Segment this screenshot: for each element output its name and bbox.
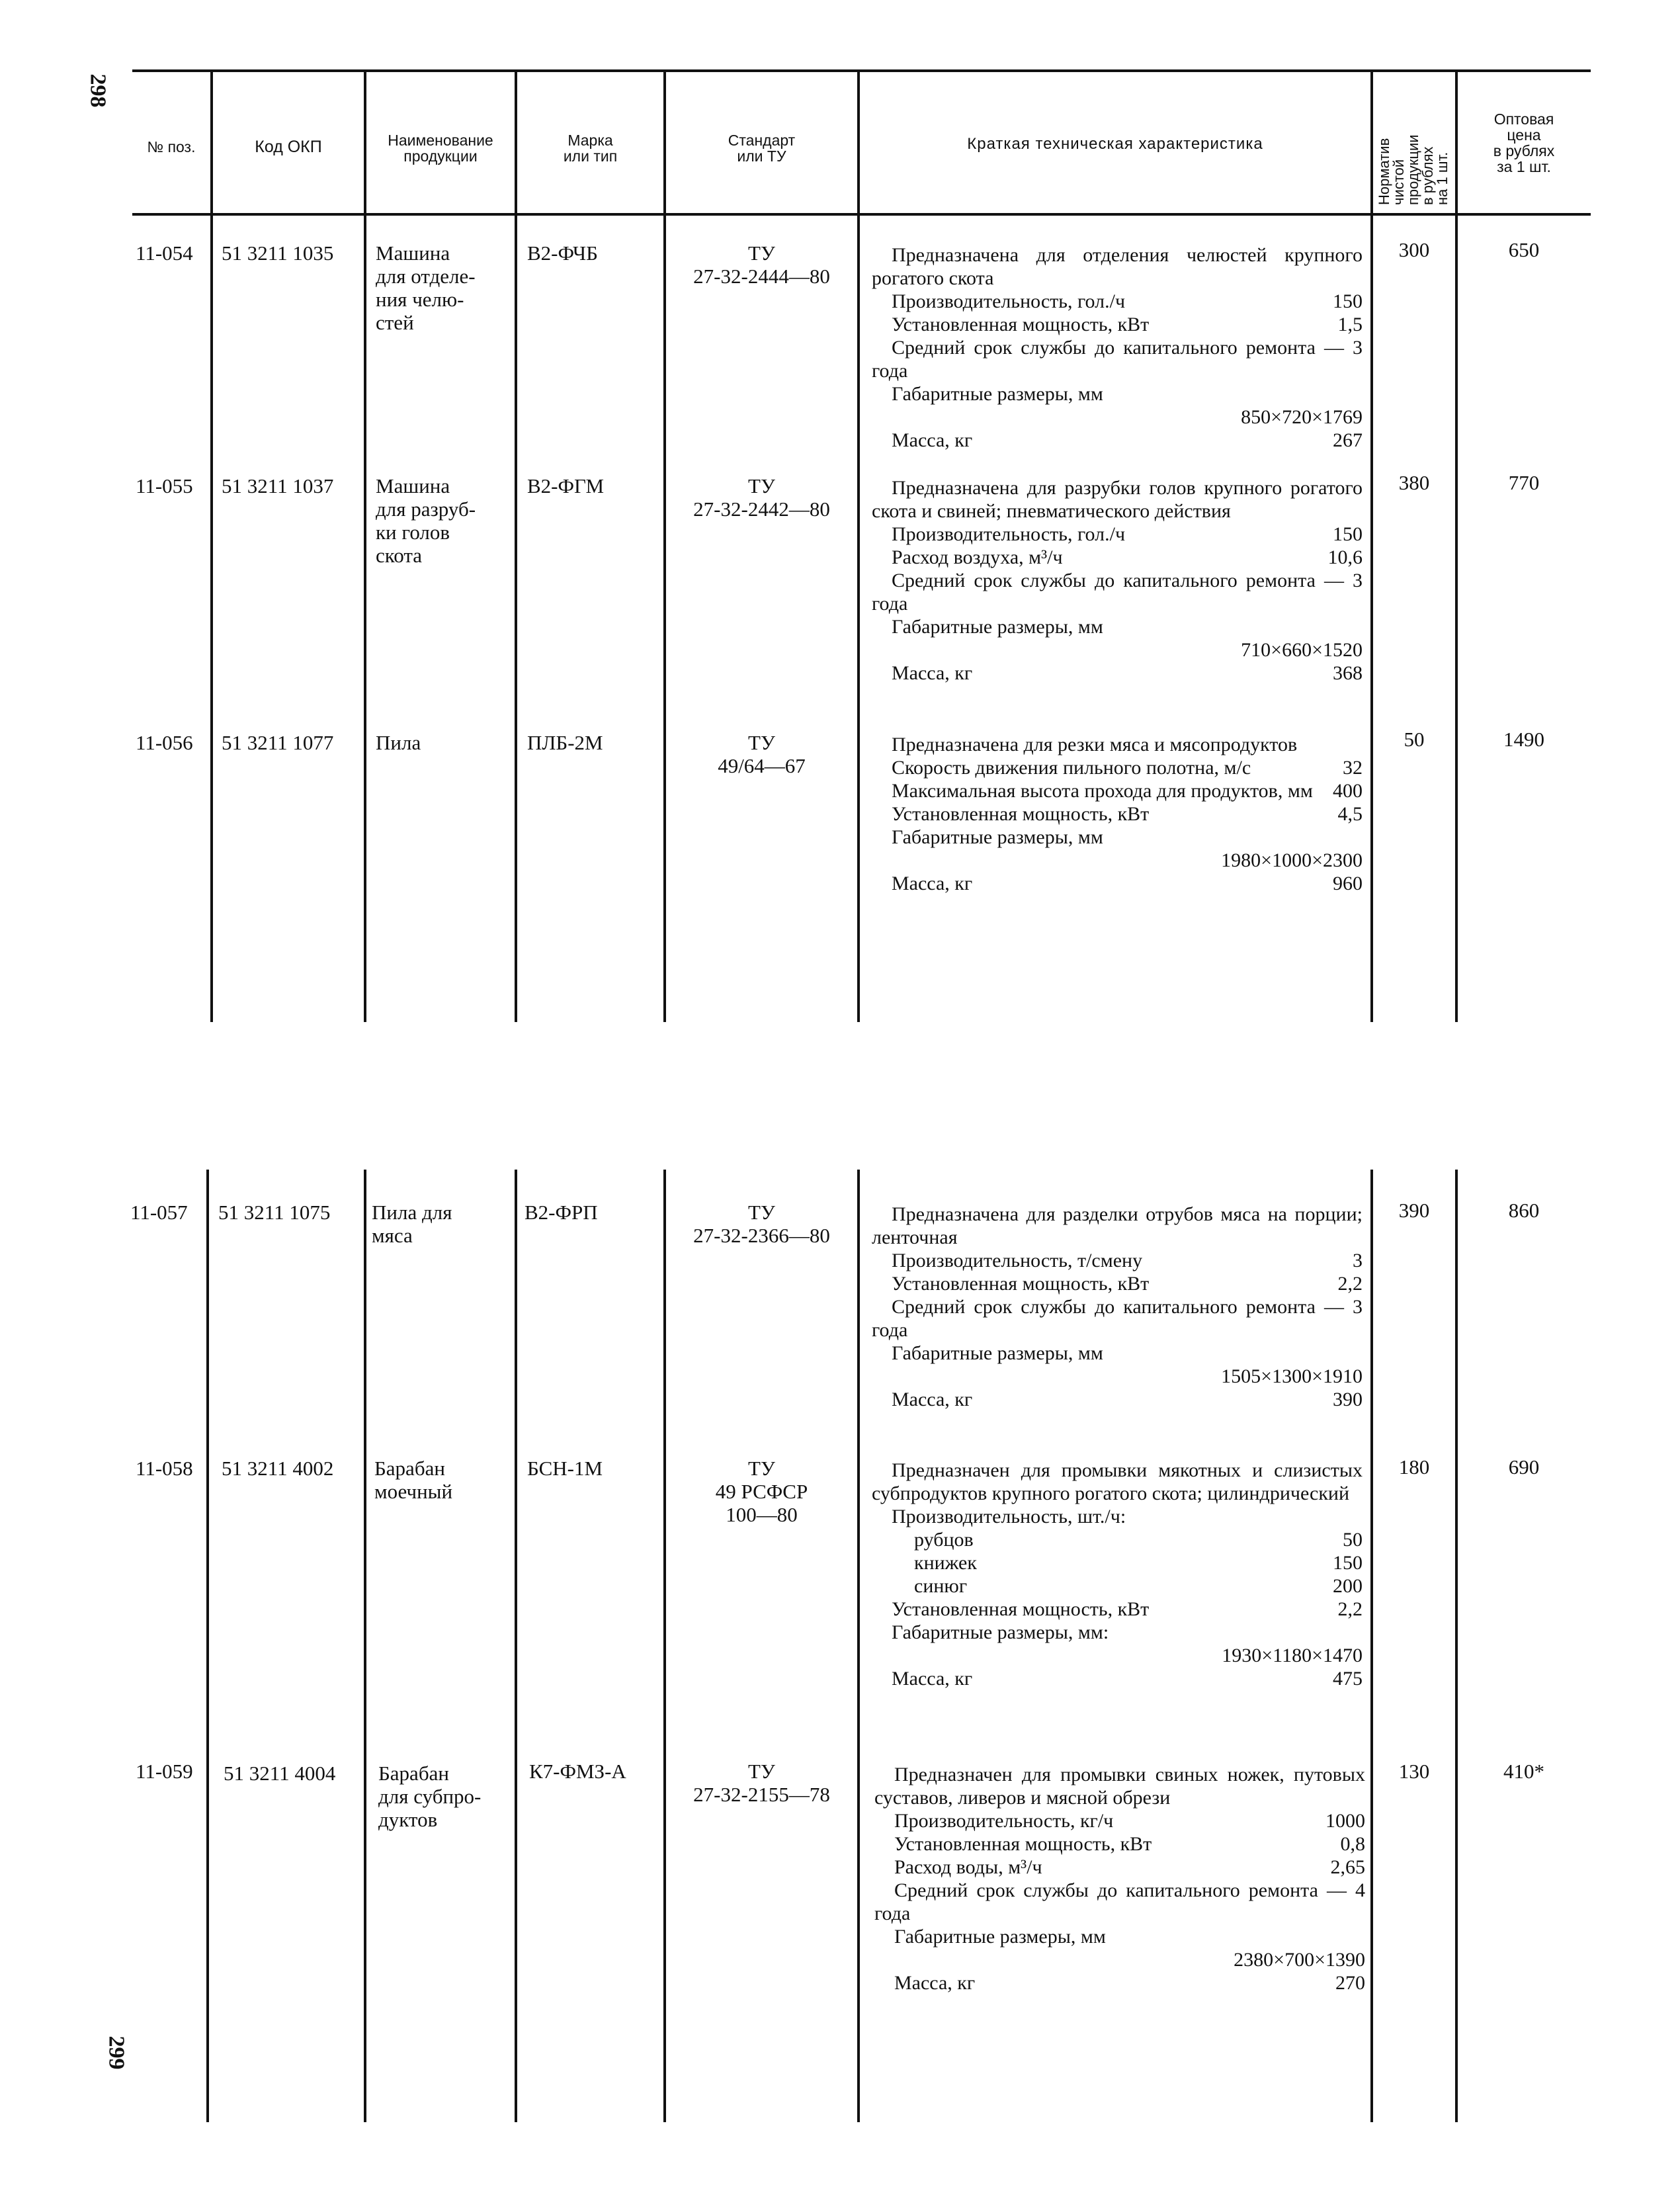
col-divider bbox=[210, 69, 213, 1022]
header-standard: Стандарт или ТУ bbox=[728, 132, 796, 165]
row-norm: 50 bbox=[1404, 728, 1425, 751]
row-mark: К7-ФМЗ-А bbox=[529, 1760, 626, 1783]
col-divider bbox=[663, 69, 666, 1022]
row-mark: В2-ФРП bbox=[525, 1201, 598, 1224]
row-name: Машина для разруб- ки голов скота bbox=[376, 474, 476, 567]
header-mark: Марка или тип bbox=[563, 132, 618, 165]
header-spec: Краткая техническая характеристика bbox=[967, 135, 1263, 153]
row-price: 650 bbox=[1508, 238, 1540, 261]
row-okp: 51 3211 1077 bbox=[222, 731, 334, 754]
row-pos: 11-057 bbox=[130, 1201, 188, 1224]
col-divider bbox=[1455, 69, 1458, 1022]
col-divider bbox=[206, 1170, 209, 2122]
col-divider bbox=[515, 69, 517, 1022]
row-pos: 11-055 bbox=[136, 474, 193, 497]
row-standard: ТУ 27-32-2366—80 bbox=[693, 1201, 830, 1247]
row-pos: 11-059 bbox=[136, 1760, 193, 1783]
row-mark: БСН-1М bbox=[527, 1457, 603, 1480]
col-divider bbox=[1370, 1170, 1373, 2122]
col-divider bbox=[1455, 1170, 1458, 2122]
row-price: 690 bbox=[1508, 1455, 1540, 1479]
header-norm: Норматив чистой продукции в рублях на 1 шт. bbox=[1376, 134, 1450, 205]
row-description: Предназначена для разрубки голов крупного рогатого скота и свиней; пневматического действия Производительность, гол./ч 150 Расход воздуха, м³/ч 10,6 Средний срок службы до капитального ремонта — 3 года Габаритные размеры, мм 710×660×1520 Масса, кг 368 bbox=[872, 477, 1363, 684]
row-standard: ТУ 49 РСФСР 100—80 bbox=[715, 1457, 808, 1526]
header-okp: Код ОКП bbox=[255, 138, 322, 156]
row-mark: В2-ФГМ bbox=[527, 474, 605, 497]
row-name: Барабан моечный bbox=[374, 1457, 453, 1503]
row-mark: ПЛБ-2М bbox=[527, 731, 603, 754]
row-description: Предназначена для разделки отрубов мяса на порции; ленточная Производительность, т/смену 3 Установленная мощность, кВт 2,2 Средний срок службы до капитального ремонта — 3 года Габаритные размеры, мм 1505×1300×1910 Масса, кг 390 bbox=[872, 1203, 1363, 1410]
row-pos: 11-056 bbox=[136, 731, 193, 754]
row-okp: 51 3211 1037 bbox=[222, 474, 334, 497]
row-okp: 51 3211 4004 bbox=[224, 1762, 336, 1785]
row-norm: 390 bbox=[1398, 1199, 1430, 1222]
col-divider bbox=[364, 1170, 366, 2122]
header-price: Оптовая цена в рублях за 1 шт. bbox=[1493, 110, 1555, 175]
row-pos: 11-054 bbox=[136, 241, 193, 265]
col-divider bbox=[364, 69, 366, 1022]
row-okp: 51 3211 1075 bbox=[218, 1201, 331, 1224]
col-divider bbox=[857, 69, 860, 1022]
row-standard: ТУ 27-32-2155—78 bbox=[693, 1760, 830, 1806]
row-okp: 51 3211 1035 bbox=[222, 241, 334, 265]
row-norm: 380 bbox=[1398, 471, 1430, 494]
col-divider bbox=[1370, 69, 1373, 1022]
col-divider bbox=[857, 1170, 860, 2122]
page-number-bottom: 299 bbox=[104, 2036, 129, 2070]
row-name: Барабан для субпро- дуктов bbox=[378, 1762, 482, 1831]
page-number-top: 298 bbox=[85, 73, 110, 108]
row-standard: ТУ 49/64—67 bbox=[718, 731, 806, 777]
row-description: Предназначен для промывки мякотных и слизистых субпродуктов крупного рогатого скота; цилиндрический Производительность, шт./ч: рубцов 50 книжек 150 синюг 200 Установленная мощность, кВт 2,2 Габаритные размеры, мм: 1930×1180×1470 Масса, кг 475 bbox=[872, 1459, 1363, 1690]
row-name: Машина для отделе- ния челю- стей bbox=[376, 241, 476, 334]
row-standard: ТУ 27-32-2442—80 bbox=[693, 474, 830, 521]
row-price: 1490 bbox=[1503, 728, 1544, 751]
row-description: Предназначена для отделения челюстей крупного рогатого скота Производительность, гол./ч 150 Установленная мощность, кВт 1,5 Средний срок службы до капитального ремонта — 3 года Габаритные размеры, мм 850×720×1769 Масса, кг 267 bbox=[872, 244, 1363, 451]
row-price: 860 bbox=[1508, 1199, 1540, 1222]
col-divider bbox=[515, 1170, 517, 2122]
row-price: 410* bbox=[1503, 1760, 1544, 1783]
row-name: Пила bbox=[376, 731, 421, 754]
row-standard: ТУ 27-32-2444—80 bbox=[693, 241, 830, 288]
row-description: Предназначен для промывки свиных ножек, путовых суставов, ливеров и мясной обрези Производительность, кг/ч 1000 Установленная мощность, кВт 0,8 Расход воды, м³/ч 2,65 Средний срок службы до капитального ремонта — 4 года Габаритные размеры, мм 2380×700×1390 Масса, кг 270 bbox=[874, 1764, 1365, 1994]
row-description: Предназначена для резки мяса и мясопродуктов Скорость движения пильного полотна, м/с 32 Максимальная высота прохода для продуктов, мм 400 Установленная мощность, кВт 4,5 Габаритные размеры, мм 1980×1000×2300 Масса, кг 960 bbox=[892, 734, 1363, 894]
row-pos: 11-058 bbox=[136, 1457, 193, 1480]
row-norm: 300 bbox=[1398, 238, 1430, 261]
row-price: 770 bbox=[1508, 471, 1540, 494]
header-pos: № поз. bbox=[147, 138, 196, 155]
row-mark: В2-ФЧБ bbox=[527, 241, 598, 265]
header-name: Наименование продукции bbox=[388, 132, 493, 165]
col-divider bbox=[663, 1170, 666, 2122]
row-norm: 130 bbox=[1398, 1760, 1430, 1783]
row-name: Пила для мяса bbox=[372, 1201, 452, 1247]
row-okp: 51 3211 4002 bbox=[222, 1457, 334, 1480]
row-norm: 180 bbox=[1398, 1455, 1430, 1479]
